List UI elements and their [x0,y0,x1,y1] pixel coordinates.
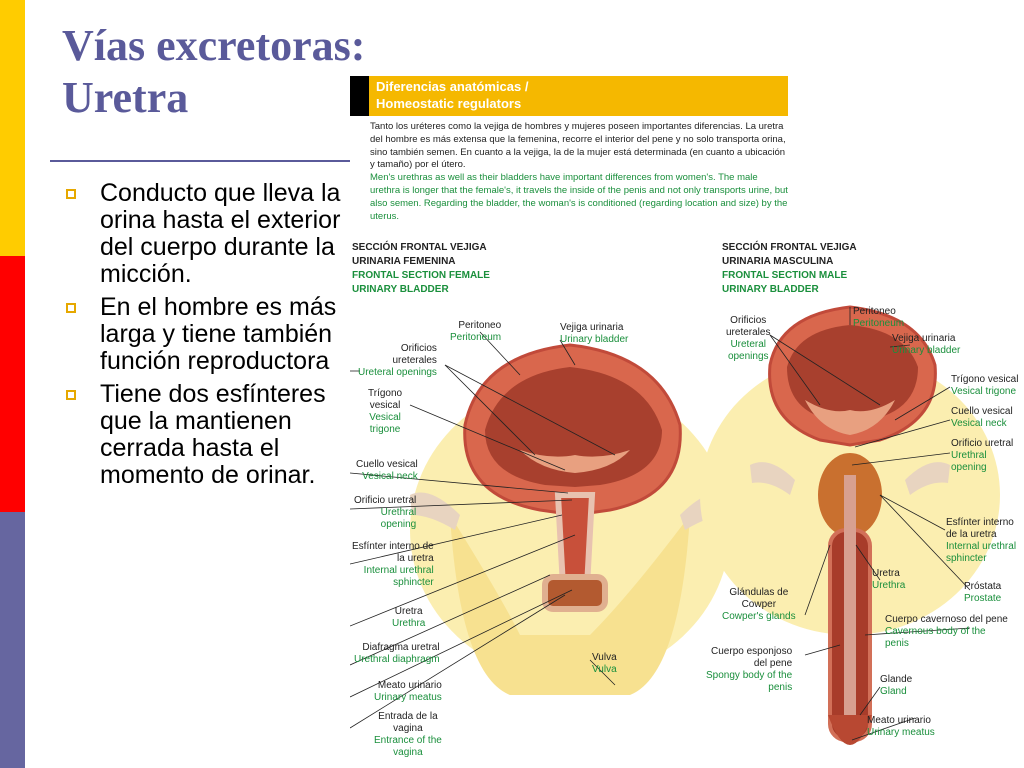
bullet-list [62,180,342,495]
figure-header-line1: Diferencias anatómicas / [376,79,529,94]
label-male-spongy-body: Cuerpo esponjoso del pene Spongy body of the penis [706,646,793,693]
bullet-item [62,381,342,489]
label-female-vesical-trigone: Trígono vesical Vesical trigone [368,388,403,435]
bullet-text: Tiene dos esfínteres que la mantienen cerrada hasta el momento de orinar. [100,380,326,489]
label-male-urethral-opening: Orificio uretral Urethral opening [951,438,1014,473]
label-female-urethral-diaphragm: Diafragma uretral Urethral diaphragm [354,642,440,665]
anatomy-illustration [350,75,1024,768]
slide-title [62,20,365,124]
label-male-gland: Glande Gland [880,674,913,697]
label-female-vulva: Vulva Vulva [592,652,617,675]
accent-bar-yellow [0,0,25,256]
label-male-urethra: Uretra Urethra [872,568,906,591]
label-male-peritoneum: Peritoneo Peritoneum [853,306,905,329]
label-male-internal-sphincter: Esfínter interno de la uretra Internal urethral sphincter [946,517,1017,564]
label-female-urethral-opening: Orificio uretral Urethral opening [354,495,417,530]
slide-title-line2: Uretra [62,73,189,122]
label-female-urethra: Uretra Urethra [392,606,426,629]
label-female-vagina-entrance: Entrada de la vagina Entrance of the vagina [374,711,442,758]
square-bullet-icon [66,390,76,400]
label-male-cowper-glands: Glándulas de Cowper Cowper's glands [722,587,796,622]
label-female-peritoneum: Peritoneo Peritoneum [450,320,502,343]
label-male-vesical-trigone: Trígono vesical Vesical trigone [951,374,1019,397]
label-male-bladder: Vejiga urinaria Urinary bladder [892,333,961,356]
accent-bar-red [0,256,25,512]
accent-bar-purple [0,512,25,768]
female-section-title: SECCIÓN FRONTAL VEJIGA URINARIA FEMENINA FRONTAL SECTION FEMALE URINARY BLADDER [352,242,490,295]
male-section-title: SECCIÓN FRONTAL VEJIGA URINARIA MASCULINA FRONTAL SECTION MALE URINARY BLADDER [722,242,857,295]
label-male-cavernous-body: Cuerpo cavernoso del pene Cavernous body of the penis [885,614,1008,649]
label-female-urinary-meatus: Meato urinario Urinary meatus [374,680,442,703]
anatomy-figure [350,75,1024,768]
title-divider [50,160,350,162]
bullet-text: Conducto que lleva la orina hasta el exterior del cuerpo durante la micción. [100,179,341,288]
bullet-text: En el hombre es más larga y tiene también función reproductora [100,293,337,375]
intro-english: Men's urethras as well as their bladders have important differences from women's. The male urethra is longer that the female's, it travels the inside of the penis and not only transports urine, but also semen. Regarding the bladder, the woman's is conditioned (regarding location and size) by the uterus. [370,172,788,222]
square-bullet-icon [66,189,76,199]
intro-spanish: Tanto los uréteres como la vejiga de hombres y mujeres poseen importantes diferencias. La uretra del hombre es más extensa que la femenina, recorre el interior del pene y no solo transporta orina, sino también semen. En cuanto a la vejiga, la de la mujer está determinada (en cuanto a ubicación y tamaño) por el útero. [370,121,786,171]
label-male-ureteral-openings: Orificios ureterales Ureteral openings [726,315,771,362]
figure-header-line2: Homeostatic regulators [376,96,522,111]
label-female-bladder: Vejiga urinaria Urinary bladder [560,322,629,345]
label-male-vesical-neck: Cuello vesical Vesical neck [951,406,1013,429]
label-female-ureteral-openings: Orificios ureterales Ureteral openings [358,343,437,378]
label-male-prostate: Próstata Prostate [964,581,1002,604]
label-female-vesical-neck: Cuello vesical Vesical neck [356,459,418,482]
bullet-item [62,180,342,288]
slide-title-line1: Vías excretoras: [62,21,366,70]
square-bullet-icon [66,303,76,313]
label-female-internal-sphincter: Esfínter interno de la uretra Internal urethral sphincter [352,541,434,588]
label-male-urinary-meatus: Meato urinario Urinary meatus [867,715,935,738]
bullet-item [62,294,342,375]
female-bladder-illustration [410,345,730,695]
